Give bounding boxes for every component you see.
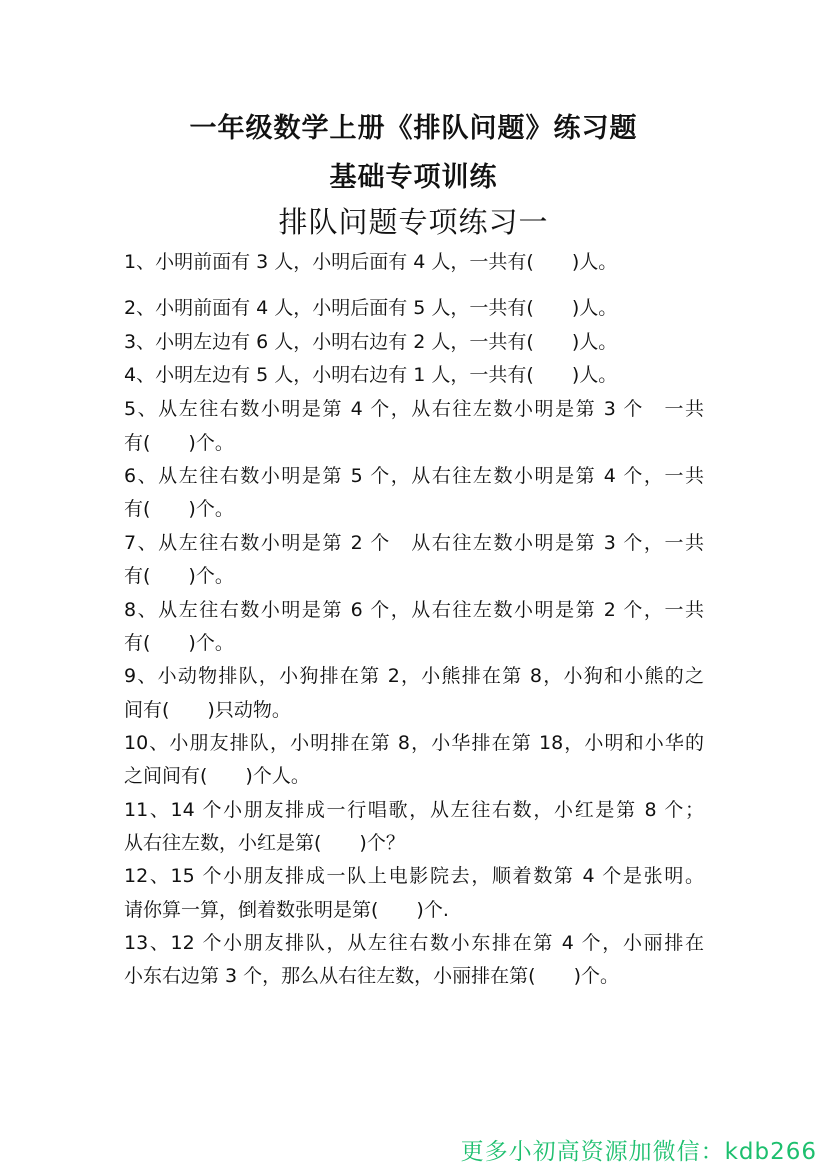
question-5-line-1: 5、从左往右数小明是第 4 个，从右往左数小明是第 3 个 一共: [124, 398, 704, 420]
question-7-line-2: 有( )个。: [124, 565, 234, 587]
question-1-line-1: 1、小明前面有 3 人，小明后面有 4 人，一共有( )人。: [124, 251, 618, 273]
watermark: 更多小初高资源加微信：kdb266: [460, 1139, 817, 1165]
question-8-line-2: 有( )个。: [124, 632, 234, 654]
question-10-line-2: 之间间有( )个人。: [124, 765, 310, 787]
question-13-line-2: 小东右边第 3 个，那么从右往左数，小丽排在第( )个。: [124, 965, 619, 987]
question-11-line-1: 11、14 个小朋友排成一行唱歌，从左往右数，小红是第 8 个；: [124, 799, 704, 821]
question-7-line-1: 7、从左往右数小明是第 2 个 从右往左数小明是第 3 个，一共: [124, 532, 704, 554]
question-4-line-1: 4、小明左边有 5 人，小明右边有 1 人，一共有( )人。: [124, 364, 618, 386]
question-12-line-1: 12、15 个小朋友排成一队上电影院去，顺着数第 4 个是张明。: [124, 865, 704, 887]
question-13-line-1: 13、12 个小朋友排队，从左往右数小东排在第 4 个，小丽排在: [124, 932, 704, 954]
section-title: 排队问题专项练习一: [278, 205, 549, 239]
question-6-line-1: 6、从左往右数小明是第 5 个，从右往左数小明是第 4 个，一共: [124, 465, 704, 487]
question-12-line-2: 请你算一算，倒着数张明是第( )个.: [124, 899, 449, 921]
question-3-line-1: 3、小明左边有 6 人，小明右边有 2 人，一共有( )人。: [124, 331, 618, 353]
question-10-line-1: 10、小朋友排队，小明排在第 8，小华排在第 18，小明和小华的: [124, 732, 704, 754]
document-subtitle: 基础专项训练: [329, 162, 498, 193]
question-11-line-2: 从右往左数，小红是第( )个？: [124, 832, 405, 854]
question-9-line-2: 间有( )只动物。: [124, 699, 291, 721]
question-6-line-2: 有( )个。: [124, 498, 234, 520]
question-5-line-2: 有( )个。: [124, 432, 234, 454]
question-2-line-1: 2、小明前面有 4 人，小明后面有 5 人，一共有( )人。: [124, 297, 618, 319]
question-9-line-1: 9、小动物排队，小狗排在第 2，小熊排在第 8，小狗和小熊的之: [124, 665, 704, 687]
question-8-line-1: 8、从左往右数小明是第 6 个，从右往左数小明是第 2 个，一共: [124, 599, 704, 621]
document-title: 一年级数学上册《排队问题》练习题: [189, 113, 638, 144]
